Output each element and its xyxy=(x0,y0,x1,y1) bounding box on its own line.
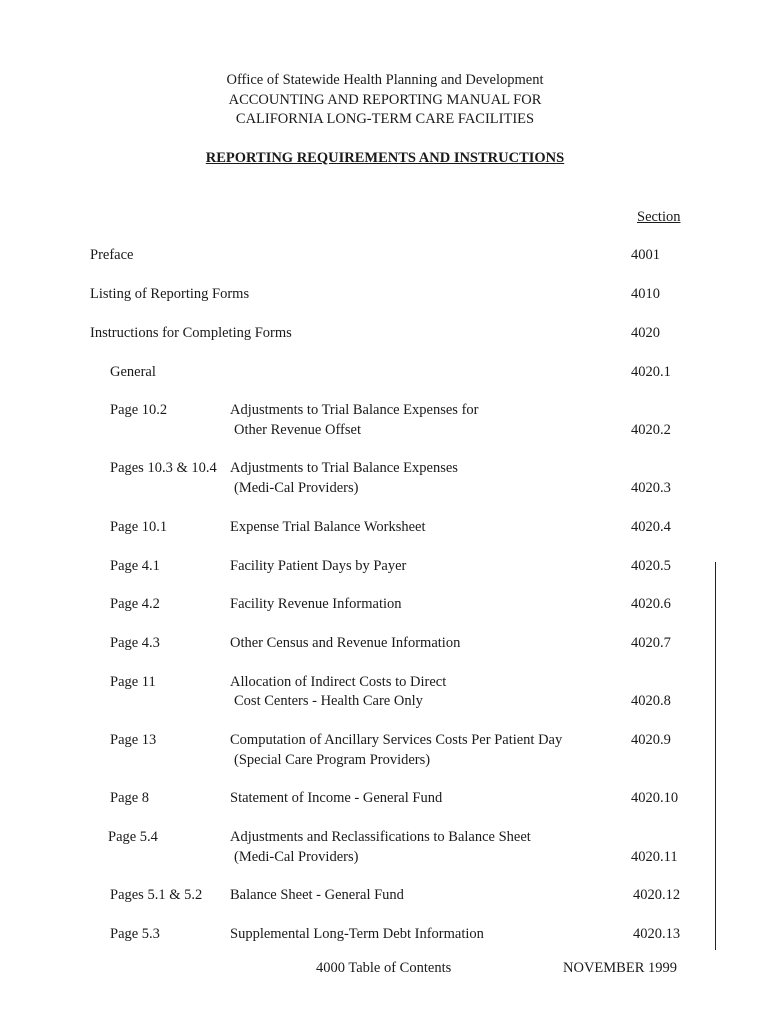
toc-page-ref: Page 5.4 xyxy=(108,829,158,845)
toc-description-line1: Adjustments and Reclassifications to Balance Sheet xyxy=(230,829,531,845)
toc-entry-section: 4010 xyxy=(631,286,660,302)
toc-page-ref: Page 4.3 xyxy=(110,635,160,651)
toc-page-ref: Pages 5.1 & 5.2 xyxy=(110,887,203,903)
toc-description-line1: Computation of Ancillary Services Costs Per Patient Day xyxy=(230,732,563,748)
toc-entry-section: 4001 xyxy=(631,247,660,263)
toc-general-section: 4020.1 xyxy=(631,364,671,380)
toc-page-ref: Page 4.1 xyxy=(110,558,160,574)
toc-section-number: 4020.10 xyxy=(631,790,679,806)
toc-description-line1: Expense Trial Balance Worksheet xyxy=(230,519,426,535)
toc-description-line1: Adjustments to Trial Balance Expenses xyxy=(230,460,458,476)
toc-section-number: 4020.13 xyxy=(633,926,681,942)
toc-section-number: 4020.5 xyxy=(631,558,671,574)
toc-description-line1: Other Census and Revenue Information xyxy=(230,635,461,651)
section-column-header: Section xyxy=(637,209,681,225)
toc-section-number: 4020.11 xyxy=(631,849,678,865)
page-title: REPORTING REQUIREMENTS AND INSTRUCTIONS xyxy=(205,150,565,166)
toc-page-ref: Page 11 xyxy=(110,674,156,690)
toc-section-number: 4020.2 xyxy=(631,422,671,438)
toc-page-ref: Page 5.3 xyxy=(110,926,160,942)
toc-description-line2: (Medi-Cal Providers) xyxy=(234,480,359,496)
toc-section-number: 4020.7 xyxy=(631,635,671,651)
toc-page-ref: Pages 10.3 & 10.4 xyxy=(110,460,217,476)
toc-page-ref: Page 10.1 xyxy=(110,519,168,535)
header-agency: Office of Statewide Health Planning and Development xyxy=(226,72,544,88)
toc-description-line2: Other Revenue Offset xyxy=(234,422,361,438)
toc-page-ref: Page 4.2 xyxy=(110,596,160,612)
footer-date: NOVEMBER 1999 xyxy=(563,960,677,976)
toc-description-line2: (Medi-Cal Providers) xyxy=(234,849,359,865)
toc-description-line1: Supplemental Long-Term Debt Information xyxy=(230,926,484,942)
toc-section-number: 4020.6 xyxy=(631,596,671,612)
toc-entry-title: Preface xyxy=(90,247,134,263)
toc-description-line1: Allocation of Indirect Costs to Direct xyxy=(230,674,447,690)
footer-title: 4000 Table of Contents xyxy=(316,960,452,976)
header-manual-subtitle: CALIFORNIA LONG-TERM CARE FACILITIES xyxy=(235,111,535,127)
toc-section-number: 4020.3 xyxy=(631,480,671,496)
toc-entry-title: Listing of Reporting Forms xyxy=(90,286,250,302)
toc-description-line1: Statement of Income - General Fund xyxy=(230,790,443,806)
toc-description-line2: Cost Centers - Health Care Only xyxy=(234,693,423,709)
header-manual-title: ACCOUNTING AND REPORTING MANUAL FOR xyxy=(228,92,542,108)
toc-entry-title: Instructions for Completing Forms xyxy=(90,325,292,341)
toc-description-line1: Facility Revenue Information xyxy=(230,596,402,612)
toc-section-number: 4020.12 xyxy=(633,887,681,903)
revision-bar xyxy=(715,562,716,950)
toc-page-ref: Page 10.2 xyxy=(110,402,168,418)
toc-entry-section: 4020 xyxy=(631,325,660,341)
toc-description-line2: (Special Care Program Providers) xyxy=(234,752,431,768)
toc-section-number: 4020.8 xyxy=(631,693,671,709)
toc-section-number: 4020.9 xyxy=(631,732,671,748)
toc-description-line1: Adjustments to Trial Balance Expenses for xyxy=(230,402,479,418)
toc-description-line1: Facility Patient Days by Payer xyxy=(230,558,407,574)
toc-general-title: General xyxy=(110,364,156,380)
toc-section-number: 4020.4 xyxy=(631,519,671,535)
toc-description-line1: Balance Sheet - General Fund xyxy=(230,887,404,903)
toc-page-ref: Page 13 xyxy=(110,732,157,748)
toc-page-ref: Page 8 xyxy=(110,790,150,806)
